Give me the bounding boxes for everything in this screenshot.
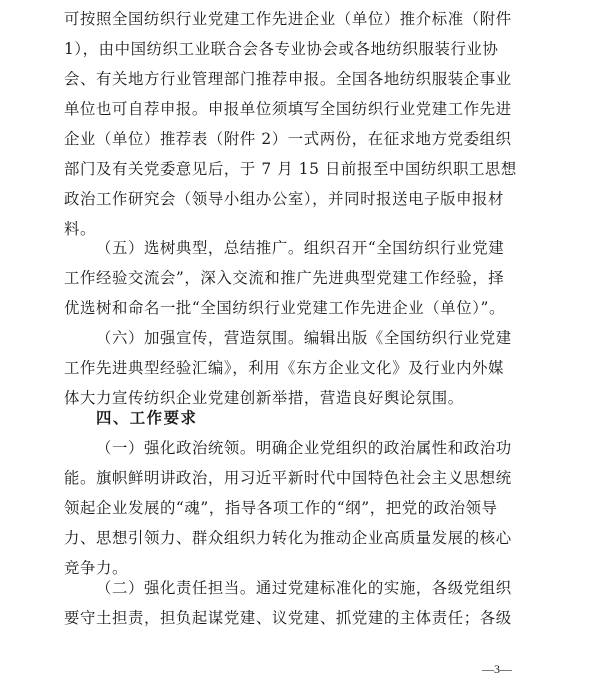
text-line: 会、有关地方行业管理部门推荐申报。全国各地纺织服装企事业 — [64, 70, 512, 88]
text-line: 竞争力。 — [64, 559, 128, 577]
paragraph-first-line: （一）强化政治统领。明确企业党组织的政治属性和政治功 — [96, 439, 512, 457]
text-line: 政治工作研究会（领导小组办公室），并同时报送电子版申报材 — [64, 190, 505, 208]
text-line: 料。 — [64, 220, 96, 238]
text-line: 工作先进典型经验汇编》，利用《东方企业文化》及行业内外媒 — [64, 359, 505, 377]
text-line: 单位也可自荐申报。申报单位须填写全国纺织行业党建工作先进 — [64, 100, 512, 118]
text-line: 能。旗帜鲜明讲政治，用习近平新时代中国特色社会主义思想统 — [64, 469, 512, 487]
paragraph-first-line: （二）强化责任担当。通过党建标准化的实施，各级党组织 — [96, 579, 512, 597]
page-number: —3— — [482, 662, 512, 676]
text-line: 工作经验交流会”，深入交流和推广先进典型党建工作经验，择 — [64, 269, 505, 287]
section-heading: 四、工作要求 — [96, 409, 198, 427]
text-line: 企业（单位）推荐表（附件 2）一式两份，在征求地方党委组织 — [64, 130, 512, 148]
paragraph-first-line: （六）加强宣传，营造氛围。编辑出版《全国纺织行业党建 — [96, 329, 512, 347]
text-line: 体大力宣传纺织企业党建创新举措，营造良好舆论氛围。 — [64, 389, 464, 407]
text-line: 部门及有关党委意见后，于 7 月 15 日前报至中国纺织职工思想 — [64, 160, 517, 178]
text-line: 要守土担责，担负起谋党建、议党建、抓党建的主体责任；各级 — [64, 609, 512, 627]
text-line: 1），由中国纺织工业联合会各专业协会或各地纺织服装行业协 — [64, 40, 499, 58]
text-line: 力、思想引领力、群众组织力转化为推动企业高质量发展的核心 — [64, 529, 512, 547]
text-line: 领起企业发展的“魂”，指导各项工作的“纲”，把党的政治领导 — [64, 499, 498, 517]
paragraph-first-line: （五）选树典型，总结推广。组织召开“全国纺织行业党建 — [96, 239, 505, 257]
text-line: 可按照全国纺织行业党建工作先进企业（单位）推介标准（附件 — [64, 10, 512, 28]
text-line: 优选树和命名一批“全国纺织行业党建工作先进企业（单位）”。 — [64, 299, 505, 317]
